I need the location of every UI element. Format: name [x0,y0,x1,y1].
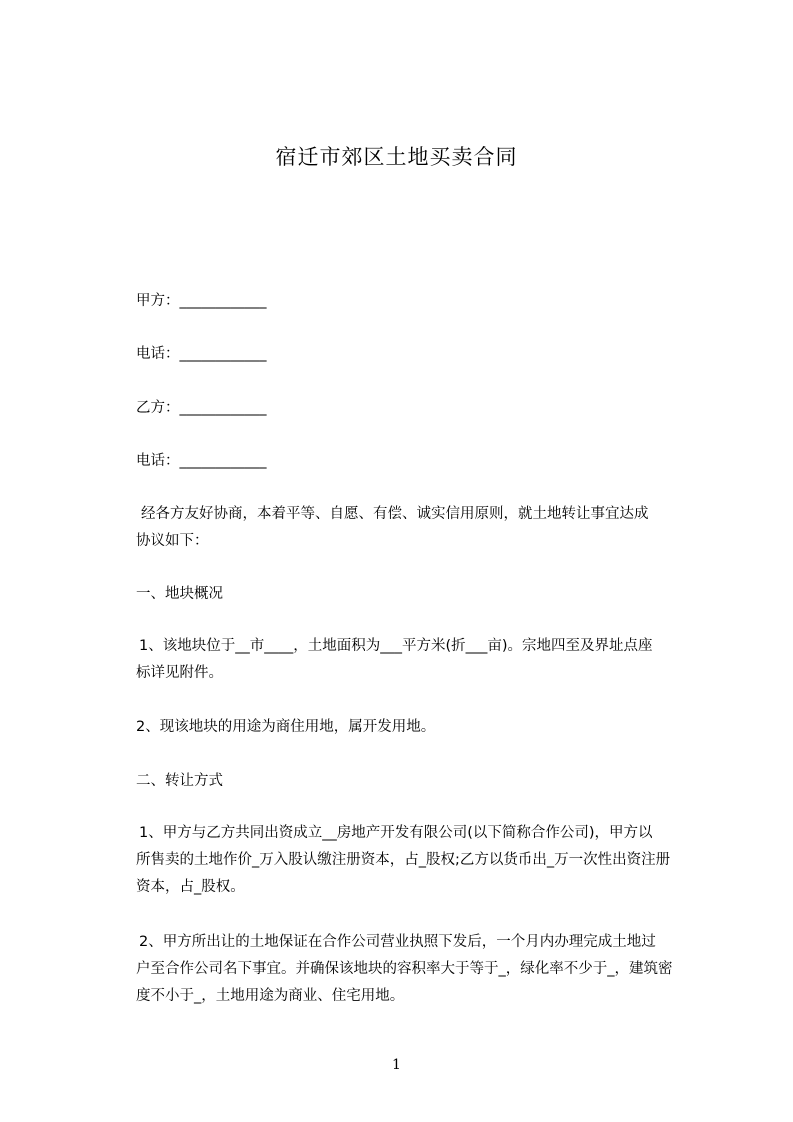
party-b-phone-line: 电话：____________ [136,453,267,469]
section-2-item-1 [136,820,714,901]
party-a-phone-line: 电话：____________ [136,346,267,362]
section-2-item-1-line-2: 所售卖的土地作价_万入股认缴注册资本，占_股权;乙方以货币出_万一次性出资注册 [136,852,671,868]
section-2-item-2-line-2: 户至合作公司名下事宜。并确保该地块的容积率大于等于_，绿化率不少于_，建筑密 [136,961,673,977]
section-2-item-2 [136,929,714,1010]
intro-line-1: 经各方友好协商，本着平等、自愿、有偿、诚实信用原则，就土地转让事宜达成 [141,506,649,522]
section-1-item-2: 2、现该地块的用途为商住用地，属开发用地。 [136,719,436,735]
section-2-item-2-line-3: 度不小于_，土地用途为商业、住宅用地。 [136,988,405,1004]
party-a-line: 甲方：____________ [136,293,267,309]
party-b-line: 乙方：____________ [136,400,267,416]
intro-line-2: 协议如下： [136,533,209,549]
section-1-item-1-line-1: 1、该地块位于__市____，土地面积为___平方米(折___亩)。宗地四至及界址点座 [139,638,653,654]
document-title: 宿迁市郊区土地买卖合同 [275,145,518,169]
intro-paragraph [136,501,714,555]
section-2-item-2-line-1: 2、甲方所出让的土地保证在合作公司营业执照下发后，一个月内办理完成土地过 [139,934,656,950]
section-2-heading: 二、转让方式 [136,773,223,789]
section-1-item-1-line-2: 标详见附件。 [136,665,223,681]
section-2-item-1-line-3: 资本，占_股权。 [136,879,245,895]
section-1-heading: 一、地块概况 [136,586,223,602]
section-2-item-1-line-1: 1、甲方与乙方共同出资成立__房地产开发有限公司(以下简称合作公司)，甲方以 [139,825,653,841]
page-number: 1 [392,1057,401,1073]
section-1-item-1 [136,633,714,687]
